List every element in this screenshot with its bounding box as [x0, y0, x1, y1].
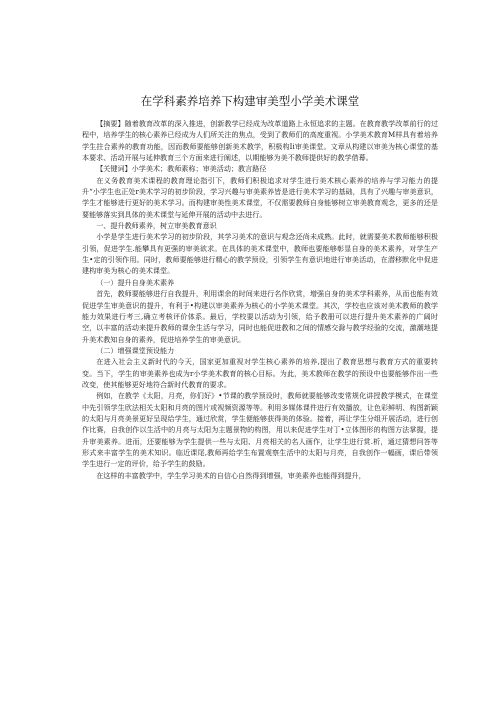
section-1-paragraph: 小学是学生进行美术学习的初步阶段，其学习美术的意识与观念还尚未成熟。此时，就需要美术教师能够积极引领，促进学生.能攀具有更强的审美欲求。在具体的美术课堂中，教师也要能够彰显自身的美术素养，对学生产生•定的引领作用。同时，教师要能够进行精心的教学预设，引领学生有意识地进行审美活动，在潜移默化中促进建构审美为核心的美术课堂。 — [82, 232, 438, 276]
abstract-paragraph: 【摘要】随着教育改革的深入推进，创新教学已经成为改革道路上永恒追求的主题。在教育教学改革前行的过程中，培养学生的核心素养已经成为人们所关注的焦点，受到了教师们的高度重视。小学美术教育M样具有着培养学生拄合素养的教育功能，因而教师要能够创新美术教学，积极构Ii审美课堂。文章从构建以审美为核心课堂的基本要求、活动开展与延伸教育三个方面来进行阐述，以期能够为美不教师提供好的教学借幕。 — [82, 119, 438, 163]
example-paragraph: 例如，在教学《太阳，月亮，你们好》•节课的教学预设时，教师就要能够改变常规化讲授教学模式，在课堂中先引领学生欣法相关太阳和月亮的图片或视频资源等等。利用多媒体课件进行有效播放，让色彩鲜明、构图新颖的太阳与月亮美景更好呈现给学生，通过欣赏，学生便能够获得美的体验。接着，再让学生分组开展活动，进行创作比赛，自我创作以生活中的月亮与太阳为主题景物的构图，用以来促进学生对丁•立体图形的构图方法掌握，提升审美素养。进而，还要能够为学生提供一些与太阳、月亮相关的名人画作，让学生进行赏.析，通过猜想问答等形式来丰富学生的美术知识。临近课尾,教师再给学生布置观察生活中的太阳与月亮，自我创作一幅画，课后带领学生进行一定的评价，给予学生的鼓励。 — [82, 391, 438, 469]
article-body — [82, 118, 438, 481]
article-title: 在学科素养培养下构建审美型小学美术课堂 — [140, 94, 360, 108]
subsection-1-1-paragraph: 首先，教师要能够进行自我提升，利用课余的时间来进行名作欣赏，增强自身的美术学科素养，从而也能有效促进学生审美意识的提升，有利于•构建以审美素养为核心的小学美术课堂。其次，学校也应该对美术教师的教学能力效果进行考三,确立考核评价体系。最后，学校要以活动为引领，给予教册可以进行提升美术素养的广阔时空，以丰富的活动来提升教师的课余生活与学习，同时也能促进教和之间的情感交滁与教学经验的交流，激潮地提升美术教知自身的素养，促进培养学生的审美意识。 — [82, 289, 438, 344]
intro-paragraph: 在义务教育美术课程的教育理论指引下，教师们积极追求对学生进行美术核心素养的培养与学习能力的提升“小学生也正处r美术学习的初步阶段，学习兴趣与审美素养皆是进行美术学习的基础，具有了兴趣与审美意识，学生才能够进行更好的美术学习。而构建审美性美术课堂，不仅需要教师自身能够树立审美教育观念，更多的还是要能够落实到具体的美术课堂与延伸开展的活动中去进行。 — [82, 175, 438, 219]
subsection-heading-1-1: （一）提升自身美术素养 — [96, 277, 175, 287]
subsection-heading-1-2: （二）增强课堂预设能力 — [96, 345, 175, 355]
keywords-paragraph: 【关键词】小学美术；教师素称；审美活动；教言路径 — [96, 164, 267, 174]
section-heading-1: 一、提升教师素养，树立审美教育意识 — [96, 221, 217, 231]
subsection-1-2-paragraph: 在进入社会主义新时代的今天，国家更加重视对学生核心素养的培养,提出了教育思想与教育方式的重要转变。当下，学生的审美素养也成为r小学美术教育的核心目标。为此，美术教师在教学的预设中也要能够作出一些改变，使其能够更好地符合新时代教育的要求。 — [82, 357, 438, 389]
closing-paragraph: 在这样的丰富教学中，学生学习美术的自信心自然得到增强，审美素养也能得到提升， — [96, 470, 366, 480]
